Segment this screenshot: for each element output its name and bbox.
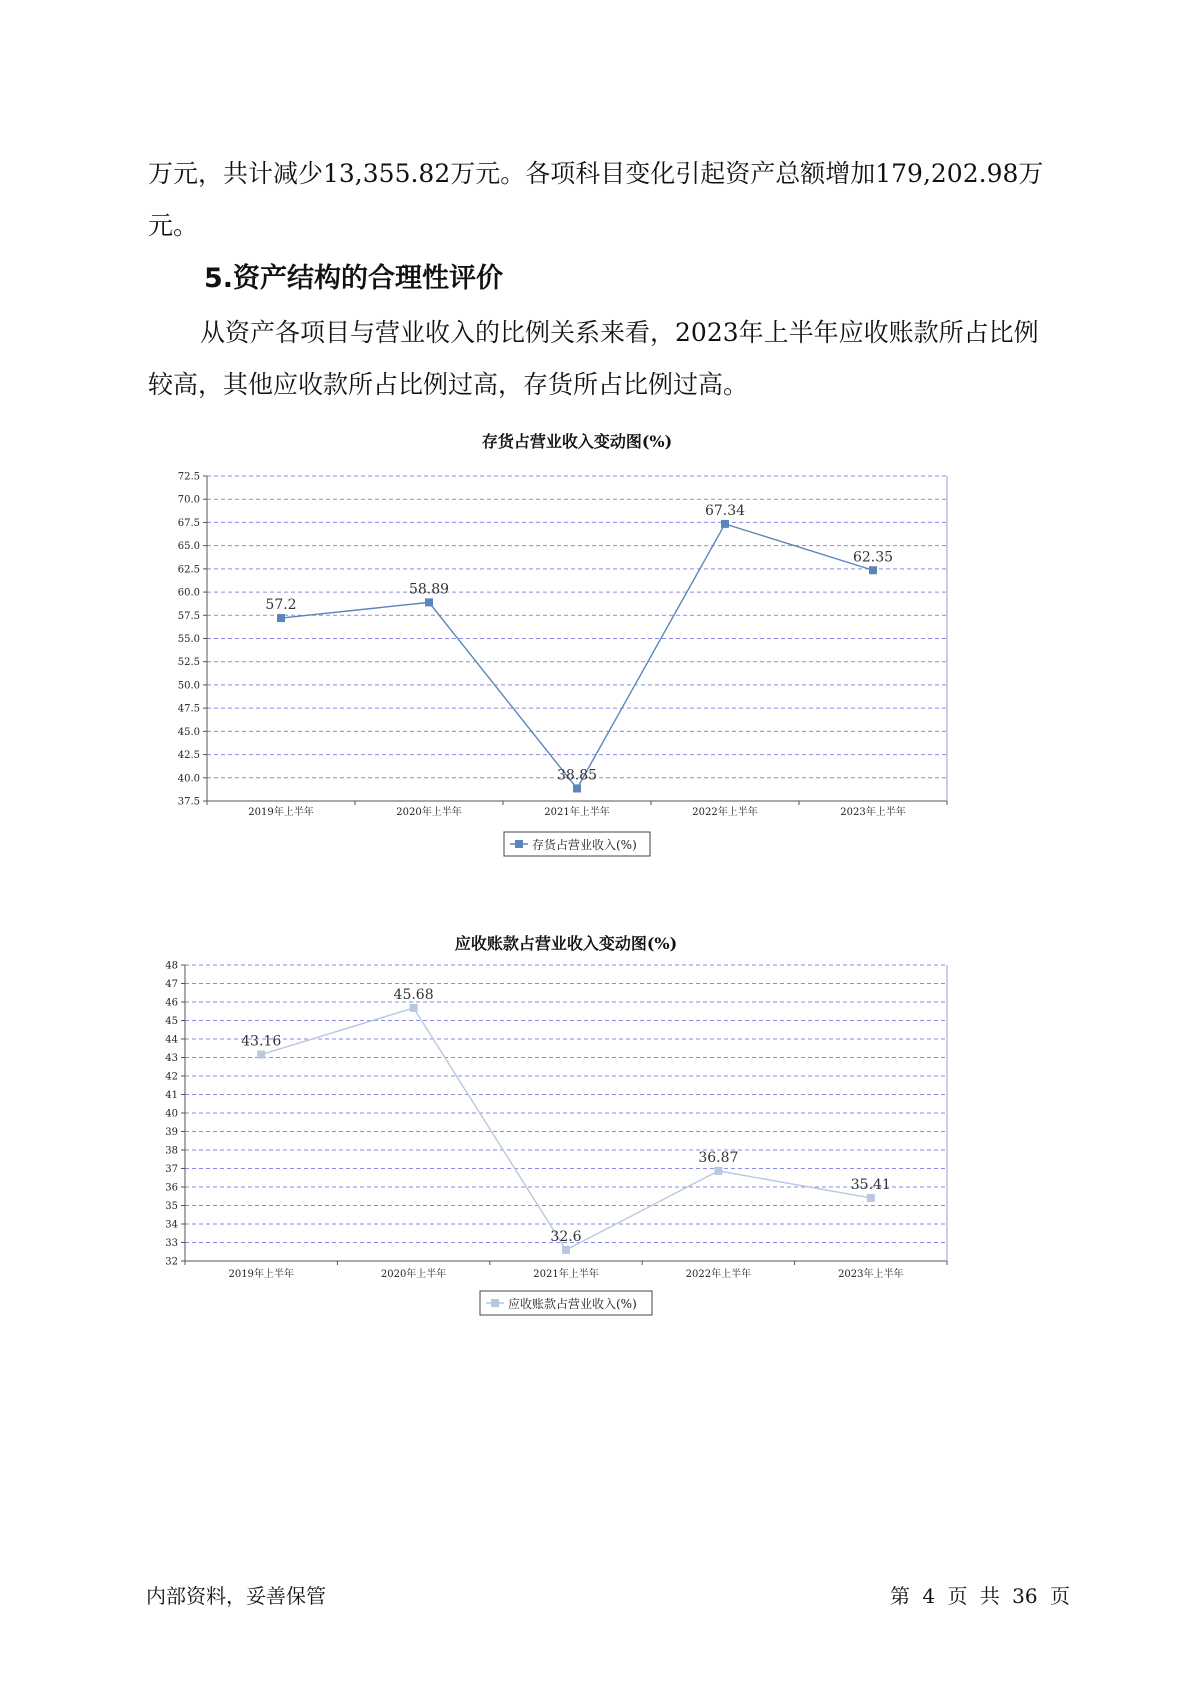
- y-tick-label: 67.5: [177, 517, 200, 529]
- y-tick-label: 72.5: [177, 471, 200, 483]
- data-label: 35.41: [850, 1176, 891, 1193]
- legend-label: 应收账款占营业收入(%): [508, 1297, 637, 1311]
- y-tick-label: 47: [165, 979, 178, 990]
- y-tick-label: 35: [165, 1201, 178, 1212]
- y-tick-label: 32: [165, 1256, 178, 1268]
- y-tick-label: 43: [165, 1053, 178, 1064]
- data-label: 62.35: [852, 549, 894, 566]
- series-line: [261, 1008, 871, 1250]
- y-tick-label: 62.5: [177, 564, 200, 576]
- data-point: [257, 1051, 265, 1059]
- data-point: [867, 1194, 875, 1202]
- data-label: 58.89: [408, 581, 450, 598]
- inventory-ratio-chart-svg: [150, 425, 1030, 885]
- receivables-ratio-chart: [150, 925, 1030, 1389]
- data-label: 32.6: [550, 1228, 582, 1245]
- data-point: [562, 1246, 570, 1254]
- paragraph-continuation: 万元，共计减少13,355.82万元。各项科目变化引起资产总额增加179,202.98万元。: [148, 159, 1044, 240]
- data-label: 67.34: [704, 502, 746, 519]
- x-tick-label: 2023年上半年: [840, 807, 906, 818]
- data-label: 38.85: [556, 767, 598, 784]
- data-point: [714, 1167, 722, 1175]
- legend-marker: [515, 840, 523, 848]
- x-tick-label: 2021年上半年: [544, 807, 610, 818]
- y-tick-label: 40.0: [177, 773, 200, 785]
- data-point: [425, 598, 433, 606]
- y-tick-label: 65.0: [177, 541, 200, 553]
- y-tick-label: 47.5: [177, 703, 200, 715]
- x-tick-label: 2020年上半年: [380, 1269, 447, 1280]
- x-tick-label: 2023年上半年: [838, 1269, 904, 1280]
- y-tick-label: 46: [165, 997, 178, 1009]
- chart-body: [165, 934, 947, 1315]
- y-tick-label: 38: [165, 1145, 178, 1157]
- data-label: 36.87: [698, 1149, 739, 1166]
- data-point: [410, 1004, 418, 1012]
- y-tick-label: 41: [165, 1090, 178, 1101]
- y-tick-label: 55.0: [177, 634, 200, 645]
- chart-title: 应收账款占营业收入变动图(%): [454, 934, 678, 953]
- series-line: [281, 524, 873, 789]
- receivables-ratio-chart-svg: [150, 925, 1030, 1385]
- x-tick-label: 2022年上半年: [692, 807, 758, 818]
- paragraph-asset-structure: 从资产各项目与营业收入的比例关系来看，2023年上半年应收账款所占比例较高，其他应收款所占比例过高，存货所占比例过高。: [148, 318, 1039, 399]
- y-tick-label: 34: [165, 1219, 178, 1231]
- x-tick-label: 2022年上半年: [685, 1269, 752, 1280]
- y-tick-label: 42.5: [177, 750, 200, 762]
- y-tick-label: 37: [165, 1164, 178, 1175]
- footer-page-number: 第 4 页 共 36 页: [890, 1584, 1070, 1608]
- y-tick-label: 44: [165, 1034, 178, 1046]
- y-tick-label: 42: [165, 1071, 178, 1083]
- legend-marker: [491, 1299, 499, 1307]
- footer-confidential: 内部资料，妥善保管: [146, 1584, 326, 1608]
- y-tick-label: 45: [165, 1016, 178, 1027]
- y-tick-label: 36: [165, 1182, 178, 1194]
- x-tick-label: 2021年上半年: [533, 1269, 599, 1280]
- chart-title: 存货占营业收入变动图(%): [481, 432, 673, 451]
- y-tick-label: 45.0: [177, 726, 200, 738]
- x-tick-label: 2019年上半年: [248, 807, 314, 818]
- y-tick-label: 70.0: [177, 494, 200, 506]
- data-label: 57.2: [265, 597, 297, 614]
- data-label: 45.68: [393, 986, 434, 1003]
- y-tick-label: 50.0: [177, 680, 200, 692]
- data-point: [277, 614, 285, 622]
- inventory-ratio-chart: [150, 425, 1030, 889]
- x-tick-label: 2020年上半年: [396, 807, 462, 818]
- chart-body: [178, 432, 947, 856]
- section-heading: 5.资产结构的合理性评价: [204, 263, 504, 294]
- y-tick-label: 57.5: [177, 610, 200, 622]
- data-label: 43.16: [241, 1033, 282, 1050]
- y-tick-label: 60.0: [177, 587, 200, 599]
- y-tick-label: 40: [165, 1108, 178, 1120]
- y-tick-label: 52.5: [177, 657, 200, 669]
- data-point: [573, 784, 581, 792]
- legend-label: 存货占营业收入(%): [532, 838, 637, 852]
- y-tick-label: 48: [165, 960, 178, 972]
- data-point: [869, 566, 877, 574]
- data-point: [721, 520, 729, 528]
- y-tick-label: 37.5: [177, 796, 200, 808]
- y-tick-label: 33: [165, 1238, 178, 1249]
- x-tick-label: 2019年上半年: [228, 1269, 294, 1280]
- y-tick-label: 39: [165, 1127, 178, 1138]
